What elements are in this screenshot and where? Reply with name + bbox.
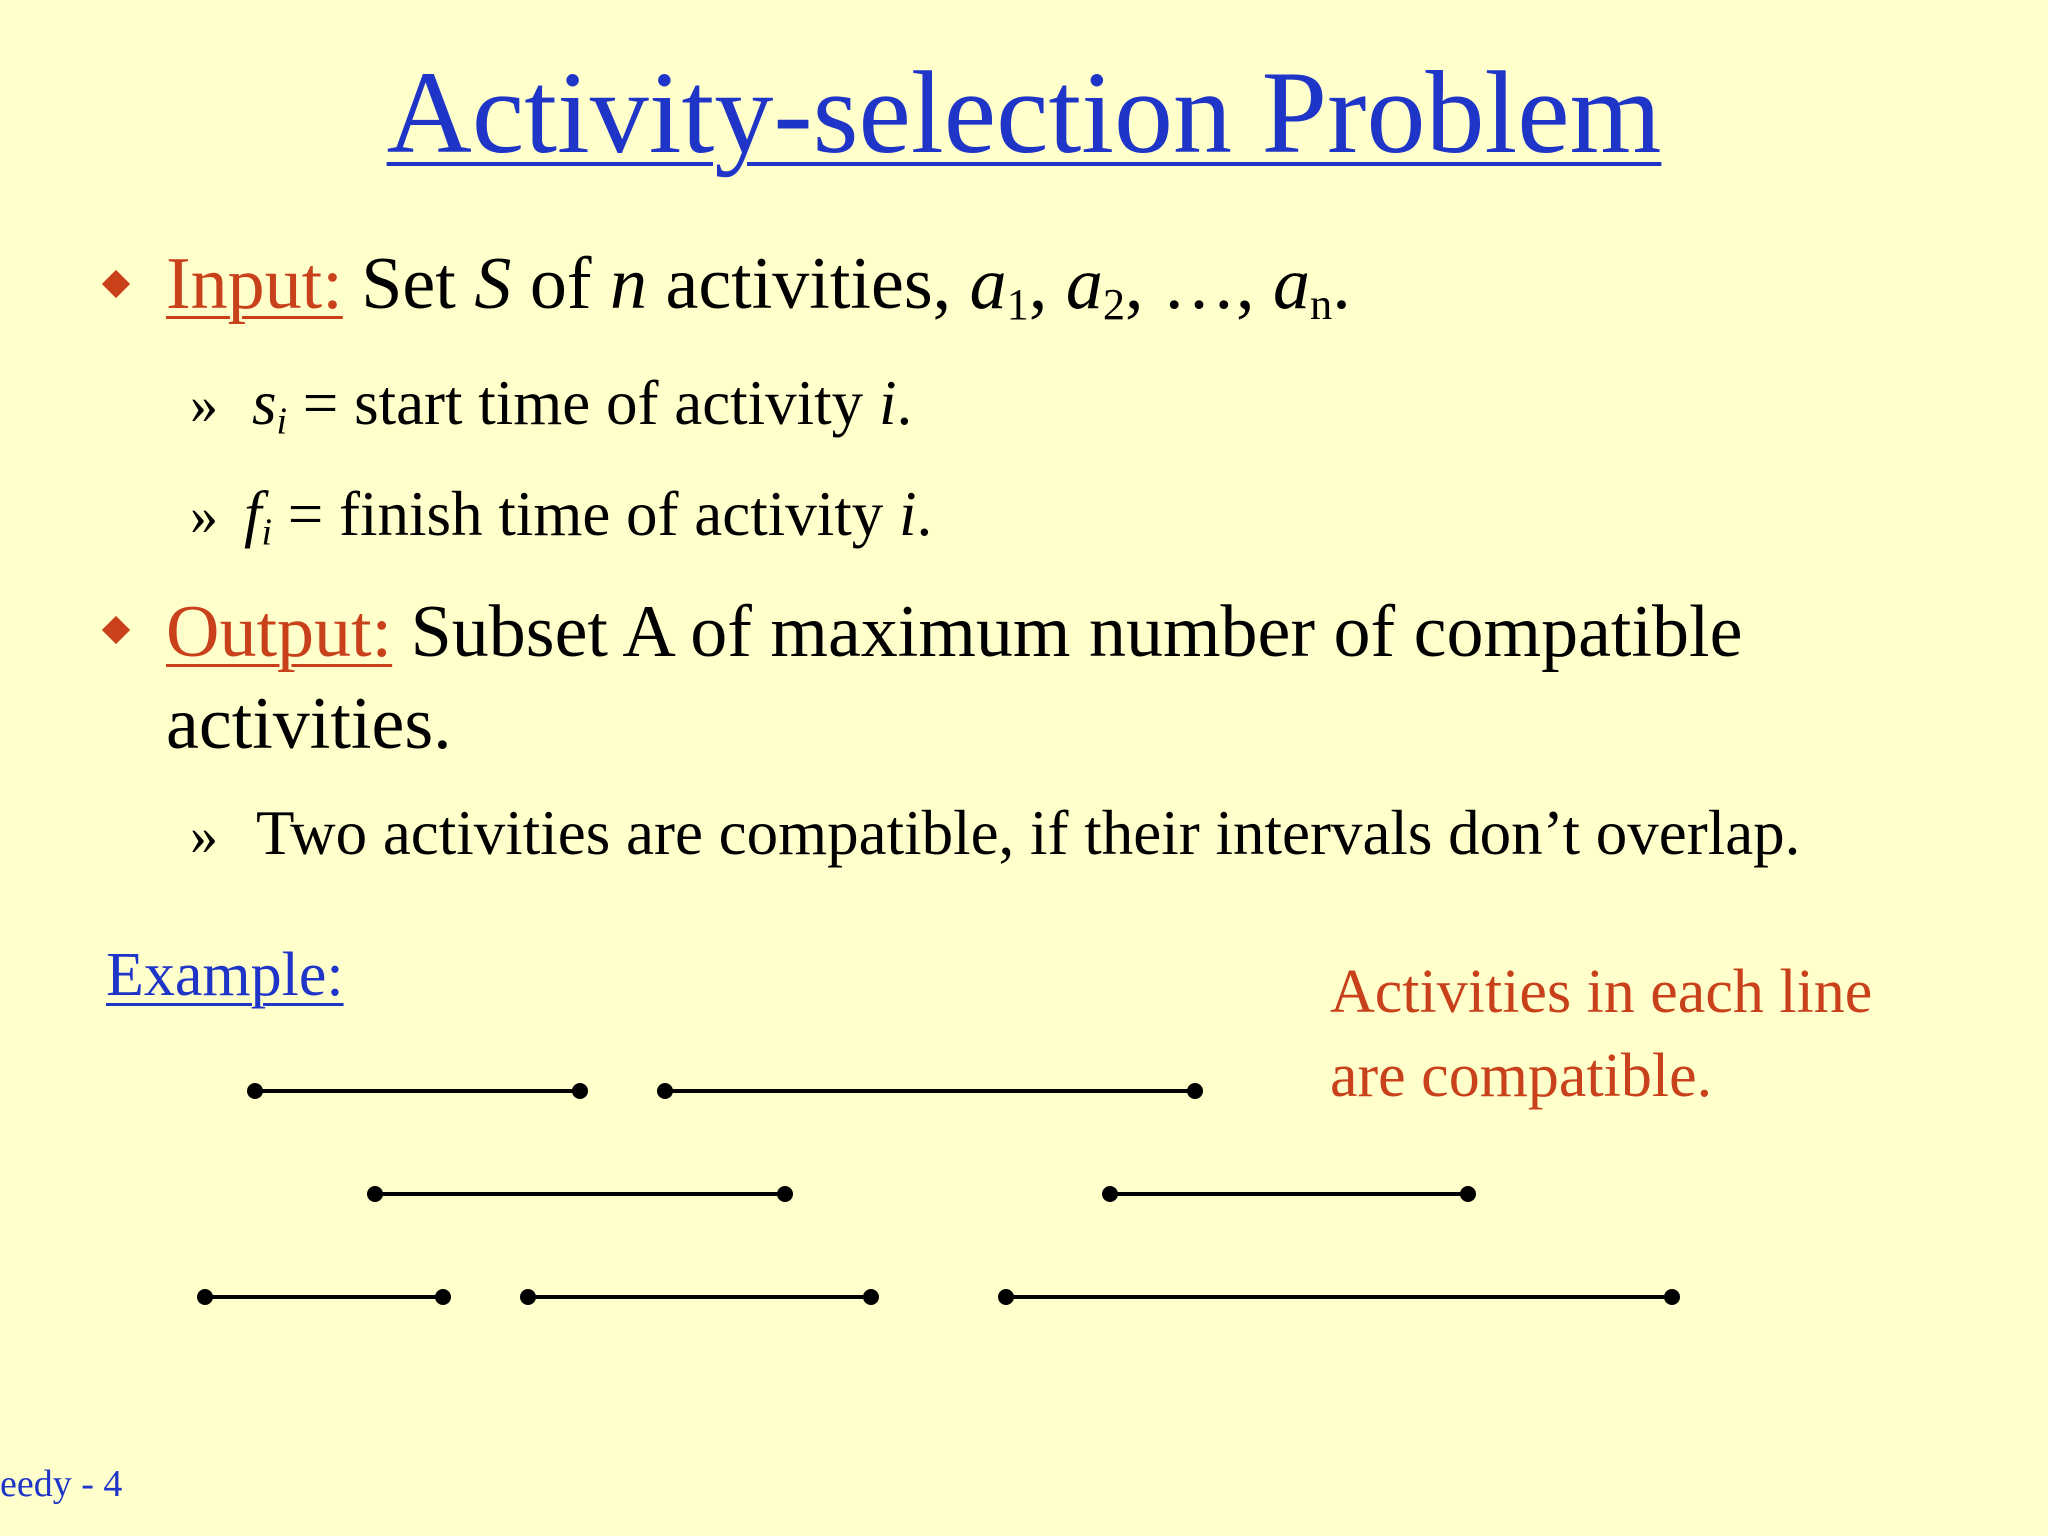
compatibility-note: [1330, 950, 1872, 1118]
interval-endpoint-2-0-start: [197, 1289, 213, 1305]
subbullet-raquo-icon: »: [190, 485, 218, 547]
input-n-symbol: n: [609, 243, 647, 325]
start-time-line: [252, 366, 912, 442]
input-ellipsis: , …,: [1125, 243, 1274, 325]
compatible-line: Two activities are compatible, if their intervals don’t overlap.: [256, 798, 1801, 868]
input-line: [166, 240, 1351, 329]
input-a2: a: [1065, 243, 1103, 325]
note-line-1: Activities in each line: [1330, 958, 1873, 1026]
input-label: Input:: [166, 243, 343, 325]
interval-endpoint-1-1-end: [1460, 1186, 1476, 1202]
s-text: = start time of activity: [287, 368, 879, 438]
s-symbol: s: [252, 368, 277, 438]
input-an: a: [1273, 243, 1311, 325]
input-activities-text: activities,: [646, 243, 970, 325]
note-line-2: are compatible.: [1330, 1042, 1713, 1110]
output-line-2: activities.: [166, 683, 452, 765]
f-symbol: f: [244, 479, 262, 549]
input-set-symbol: S: [474, 243, 512, 325]
interval-endpoint-2-2-start: [998, 1289, 1014, 1305]
input-sub-2: 2: [1102, 279, 1126, 330]
interval-endpoint-2-1-start: [520, 1289, 536, 1305]
input-of-text: of: [511, 243, 610, 325]
slide-footer: eedy - 4: [0, 1463, 123, 1505]
slide-title: Activity-selection Problem: [386, 47, 1662, 178]
subbullet-raquo-icon: »: [190, 805, 218, 867]
interval-endpoint-2-1-end: [863, 1289, 879, 1305]
output-text: Subset A of maximum number of compatible: [392, 591, 1743, 673]
interval-endpoint-1-0-end: [777, 1186, 793, 1202]
output-label: Output:: [166, 591, 393, 673]
interval-endpoint-0-0-start: [247, 1083, 263, 1099]
input-comma-1: ,: [1028, 243, 1066, 325]
s-i: i: [878, 368, 897, 438]
f-text: = finish time of activity: [272, 479, 899, 549]
bullet-diamond-icon: [102, 616, 130, 644]
interval-endpoint-2-2-end: [1664, 1289, 1680, 1305]
s-period: .: [896, 368, 913, 438]
subbullet-raquo-icon: »: [190, 374, 218, 436]
interval-endpoint-0-1-start: [657, 1083, 673, 1099]
interval-endpoint-1-1-start: [1102, 1186, 1118, 1202]
input-a1: a: [969, 243, 1007, 325]
s-subscript: i: [276, 400, 288, 443]
f-i: i: [898, 479, 917, 549]
interval-endpoint-0-1-end: [1187, 1083, 1203, 1099]
finish-time-line: [244, 477, 932, 553]
bullet-diamond-icon: [102, 270, 130, 298]
f-period: .: [916, 479, 933, 549]
input-sub-1: 1: [1006, 279, 1029, 330]
input-set-text: Set: [361, 243, 475, 325]
interval-endpoint-2-0-end: [435, 1289, 451, 1305]
f-subscript: i: [261, 511, 273, 554]
input-period: .: [1332, 243, 1351, 325]
output-line: [166, 588, 1742, 677]
input-sub-n: n: [1310, 279, 1333, 330]
interval-endpoint-0-0-end: [572, 1083, 588, 1099]
example-label: Example:: [106, 941, 344, 1009]
interval-endpoint-1-0-start: [367, 1186, 383, 1202]
